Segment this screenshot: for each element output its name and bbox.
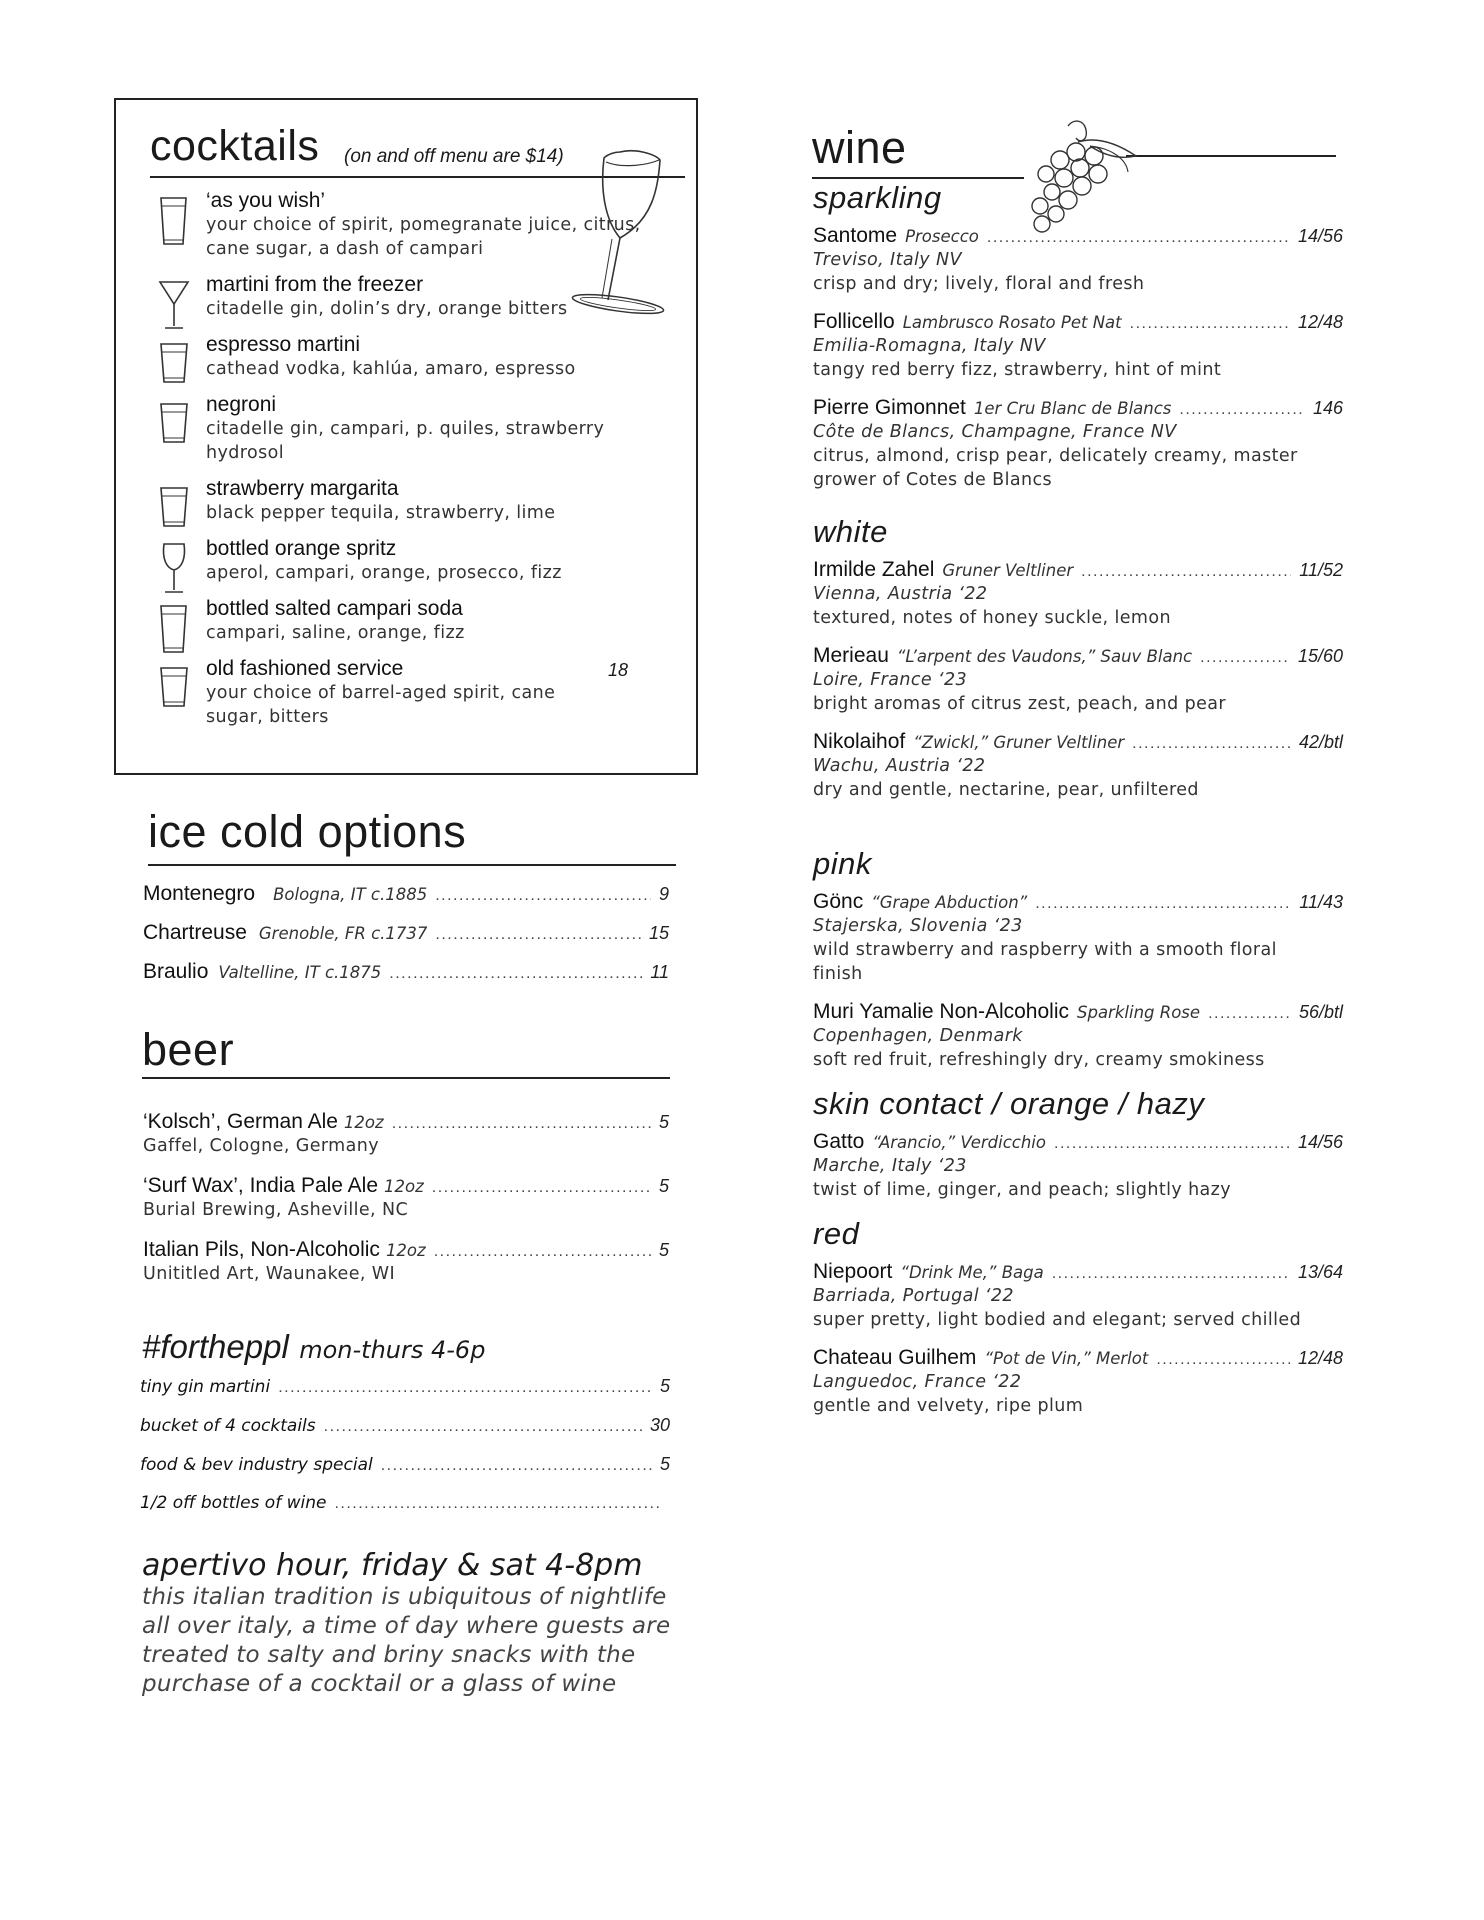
leader-dots	[1156, 1351, 1290, 1369]
leader-dots	[1179, 401, 1305, 419]
wine-price: 13/64	[1297, 1262, 1343, 1282]
wine-notes: dry and gentle, nectarine, pear, unfiltered	[813, 780, 1199, 800]
leader-dots	[392, 1115, 651, 1133]
cocktail-item	[150, 332, 670, 381]
item-price: 15	[648, 923, 669, 943]
aperitivo-line: treated to salty and briny snacks with the	[142, 1642, 636, 1668]
wine-region: Wachu, Austria ‘22	[813, 756, 986, 776]
martini-glass-icon	[156, 276, 192, 334]
leader-dots	[324, 1418, 642, 1436]
item-name: Braulio	[143, 960, 209, 983]
leader-dots	[987, 229, 1290, 247]
cocktail-item	[150, 272, 670, 321]
wine-name: “Drink Me,” Baga	[900, 1263, 1044, 1282]
wine-name: Prosecco	[905, 227, 979, 246]
cocktail-item	[150, 596, 670, 645]
wine-name: 1er Cru Blanc de Blancs	[973, 399, 1172, 418]
wine-title: wine	[812, 122, 907, 173]
rocks-glass-icon	[156, 660, 192, 718]
wine-region: Languedoc, France ‘22	[813, 1372, 1022, 1392]
wine-item	[813, 644, 1343, 716]
cocktail-item	[150, 188, 670, 261]
leader-dots	[1052, 1265, 1290, 1283]
beer-title: beer	[142, 1024, 235, 1075]
wine-notes: soft red fruit, refreshingly dry, creamy smokiness	[813, 1050, 1265, 1070]
wine-price: 11/43	[1299, 892, 1343, 912]
list-item	[143, 1174, 669, 1222]
aperitivo-description	[142, 1583, 722, 1699]
list-item	[140, 1454, 670, 1493]
item-name: food & bev industry special	[140, 1455, 373, 1475]
beer-row	[143, 1110, 669, 1134]
list-item	[143, 921, 669, 960]
item-name: Chartreuse	[143, 921, 247, 944]
wine-name: “Grape Abduction”	[871, 893, 1028, 912]
rocks-glass-icon	[156, 396, 192, 454]
wine-name: “Pot de Vin,” Merlot	[984, 1349, 1149, 1368]
wine-section-title: sparkling	[813, 180, 942, 215]
wine-row	[813, 1346, 1343, 1370]
leader-dots	[1035, 895, 1291, 913]
rocks-glass-icon	[156, 336, 192, 394]
wine-price: 12/48	[1297, 1348, 1343, 1368]
wine-rule-right	[1126, 155, 1336, 157]
wine-producer: Nikolaihof	[813, 730, 906, 753]
item-price: 5	[658, 1176, 669, 1196]
wine-notes: gentle and velvety, ripe plum	[813, 1396, 1084, 1416]
wine-region: Stajerska, Slovenia ‘23	[813, 916, 1023, 936]
cocktail-description: your choice of barrel-aged spirit, cane sugar, bitters	[206, 683, 556, 727]
wine-price: 11/52	[1299, 560, 1343, 580]
happy-hour-list	[140, 1376, 670, 1532]
leader-dots	[1132, 735, 1291, 753]
cocktail-item	[150, 392, 670, 465]
wine-name: Lambrusco Rosato Pet Nat	[902, 313, 1122, 332]
beer-row	[143, 1238, 669, 1262]
wine-item	[813, 1000, 1343, 1072]
wine-notes: textured, notes of honey suckle, lemon	[813, 608, 1171, 628]
leader-dots	[435, 887, 651, 905]
cocktails-list	[150, 188, 670, 740]
leader-dots	[1081, 563, 1291, 581]
wine-row	[813, 1000, 1343, 1024]
item-price: 5	[658, 1240, 669, 1260]
wine-region: Marche, Italy ‘23	[813, 1156, 967, 1176]
wine-notes: super pretty, light bodied and elegant; served chilled	[813, 1310, 1302, 1330]
wine-producer: Follicello	[813, 310, 895, 333]
list-item	[140, 1376, 670, 1415]
wine-region: Treviso, Italy NV	[813, 250, 962, 270]
wine-row	[813, 890, 1343, 914]
cocktail-name: martini from the freezer	[206, 273, 424, 296]
wine-region: Vienna, Austria ‘22	[813, 584, 988, 604]
wine-section-title: pink	[813, 846, 872, 881]
wine-producer: Gönc	[813, 890, 864, 913]
happy-hour-header	[142, 1328, 485, 1366]
wine-row	[813, 1260, 1343, 1284]
highball-glass-icon	[156, 192, 192, 250]
wine-section-title: red	[813, 1216, 860, 1251]
wine-notes: wild strawberry and raspberry with a smooth floral finish	[813, 940, 1277, 984]
wine-row	[813, 396, 1343, 420]
wine-row	[813, 310, 1343, 334]
wine-name: “Zwickl,” Gruner Veltliner	[913, 733, 1125, 752]
wine-name: Sparkling Rose	[1077, 1003, 1201, 1022]
list-item	[143, 1110, 669, 1158]
wine-row	[813, 224, 1343, 248]
cocktail-description: citadelle gin, dolin’s dry, orange bitters	[206, 299, 568, 319]
item-name: tiny gin martini	[140, 1377, 271, 1397]
wine-producer: Santome	[813, 224, 898, 247]
leader-dots	[278, 1379, 652, 1397]
wine-row	[813, 1130, 1343, 1154]
wine-price: 56/btl	[1298, 1002, 1343, 1022]
cocktail-name: ‘as you wish’	[206, 189, 326, 212]
item-price: 11	[650, 962, 669, 982]
leader-dots	[1200, 649, 1290, 667]
wine-price: 42/btl	[1298, 732, 1343, 752]
wine-item	[813, 730, 1343, 802]
cocktail-item	[150, 476, 670, 525]
leader-dots	[1054, 1135, 1290, 1153]
wine-producer: Chateau Guilhem	[813, 1346, 977, 1369]
cocktail-name: espresso martini	[206, 333, 361, 356]
item-price: 5	[659, 1454, 670, 1474]
happy-hour-title: #fortheppl	[142, 1328, 289, 1365]
wine-price: 12/48	[1297, 312, 1343, 332]
aperitivo-section	[142, 1548, 722, 1699]
leader-dots	[435, 926, 641, 944]
item-origin: Bologna, IT c.1885	[273, 885, 428, 904]
wine-notes: tangy red berry fizz, strawberry, hint of mint	[813, 360, 1222, 380]
wine-producer: Muri Yamalie Non-Alcoholic	[813, 1000, 1069, 1023]
wine-producer: Pierre Gimonnet	[813, 396, 966, 419]
beer-rule	[142, 1077, 670, 1079]
beer-row	[143, 1174, 669, 1198]
wine-notes: twist of lime, ginger, and peach; slightly hazy	[813, 1180, 1232, 1200]
wine-item	[813, 1346, 1343, 1418]
leader-dots	[334, 1495, 662, 1513]
wine-item	[813, 396, 1343, 492]
wine-producer: Irmilde Zahel	[813, 558, 935, 581]
wine-region: Copenhagen, Denmark	[813, 1026, 1023, 1046]
wine-item	[813, 1260, 1343, 1332]
cocktails-title: cocktails	[150, 122, 320, 170]
wine-section-title: white	[813, 514, 888, 549]
wine-glass-icon	[156, 540, 192, 598]
leader-dots	[389, 965, 642, 983]
wine-section-title: skin contact / orange / hazy	[813, 1086, 1205, 1121]
wine-region: Barriada, Portugal ‘22	[813, 1286, 1014, 1306]
item-name: ‘Kolsch’, German Ale	[143, 1110, 338, 1133]
item-name: ‘Surf Wax’, India Pale Ale	[143, 1174, 378, 1197]
wine-row	[813, 730, 1343, 754]
list-item	[143, 1238, 669, 1286]
list-item	[140, 1493, 670, 1532]
cocktail-name: old fashioned service	[206, 657, 404, 680]
wine-region: Côte de Blancs, Champagne, France NV	[813, 422, 1177, 442]
wine-row	[813, 644, 1343, 668]
item-price: 30	[649, 1415, 670, 1435]
wine-notes: crisp and dry; lively, floral and fresh	[813, 274, 1145, 294]
wine-notes: citrus, almond, crisp pear, delicately creamy, master grower of Cotes de Blancs	[813, 446, 1298, 490]
wine-name: Gruner Veltliner	[942, 561, 1074, 580]
cocktail-description: aperol, campari, orange, prosecco, fizz	[206, 563, 562, 583]
cocktail-description: black pepper tequila, strawberry, lime	[206, 503, 556, 523]
item-name: Italian Pils, Non-Alcoholic	[143, 1238, 380, 1261]
item-price: 5	[658, 1112, 669, 1132]
cocktails-price-note: (on and off menu are $14)	[344, 146, 564, 167]
item-name: Montenegro	[143, 882, 256, 905]
wine-notes: bright aromas of citrus zest, peach, and pear	[813, 694, 1226, 714]
cocktail-item	[150, 656, 670, 729]
cocktail-item	[150, 536, 670, 585]
wine-producer: Gatto	[813, 1130, 865, 1153]
item-brewer: Unititled Art, Waunakee, WI	[143, 1264, 396, 1284]
leader-dots	[1208, 1005, 1291, 1023]
item-origin: Valtelline, IT c.1875	[218, 963, 382, 982]
happy-hour-hours: mon-thurs 4-6p	[299, 1336, 486, 1364]
wine-price: 14/56	[1297, 226, 1343, 246]
wine-region: Emilia-Romagna, Italy NV	[813, 336, 1046, 356]
wine-price: 146	[1312, 398, 1343, 418]
cocktail-price: 18	[607, 660, 628, 680]
wine-producer: Merieau	[813, 644, 889, 667]
cocktail-description: citadelle gin, campari, p. quiles, strawberry hydrosol	[206, 419, 605, 463]
ice-cold-list	[143, 882, 669, 999]
cocktail-description: campari, saline, orange, fizz	[206, 623, 465, 643]
aperitivo-title: apertivo hour, friday & sat 4-8pm	[142, 1548, 643, 1583]
item-price: 5	[659, 1376, 670, 1396]
wine-row	[813, 558, 1343, 582]
item-size: 12oz	[385, 1241, 426, 1260]
item-origin: Grenoble, FR c.1737	[258, 924, 428, 943]
cocktail-description: your choice of spirit, pomegranate juice, citrus, cane sugar, a dash of campari	[206, 215, 641, 259]
ice-cold-title: ice cold options	[148, 806, 467, 857]
wine-item	[813, 224, 1343, 296]
rocks-glass-icon	[156, 480, 192, 538]
wine-item	[813, 890, 1343, 986]
leader-dots	[381, 1457, 652, 1475]
highball-glass-icon	[156, 600, 192, 658]
ice-cold-rule	[148, 864, 676, 866]
wine-item	[813, 1130, 1343, 1202]
list-item	[143, 960, 669, 999]
item-brewer: Burial Brewing, Asheville, NC	[143, 1200, 409, 1220]
item-brewer: Gaffel, Cologne, Germany	[143, 1136, 379, 1156]
beer-list	[143, 1110, 669, 1286]
leader-dots	[432, 1179, 651, 1197]
list-item	[143, 882, 669, 921]
item-price: 9	[658, 884, 669, 904]
aperitivo-line: this italian tradition is ubiquitous of nightlife	[142, 1584, 667, 1610]
aperitivo-line: all over italy, a time of day where guests are	[142, 1613, 671, 1639]
item-name: bucket of 4 cocktails	[140, 1416, 316, 1436]
aperitivo-line: purchase of a cocktail or a glass of wine	[142, 1671, 617, 1697]
list-item	[140, 1415, 670, 1454]
wine-list	[813, 180, 1343, 1432]
cocktail-name: bottled salted campari soda	[206, 597, 463, 620]
wine-producer: Niepoort	[813, 1260, 893, 1283]
wine-name: “L’arpent des Vaudons,” Sauv Blanc	[896, 647, 1193, 666]
item-name: 1/2 off bottles of wine	[140, 1493, 327, 1513]
cocktail-name: strawberry margarita	[206, 477, 399, 500]
wine-price: 15/60	[1297, 646, 1343, 666]
wine-price: 14/56	[1297, 1132, 1343, 1152]
item-size: 12oz	[384, 1177, 424, 1196]
leader-dots	[1130, 315, 1290, 333]
wine-item	[813, 558, 1343, 630]
leader-dots	[434, 1243, 651, 1261]
wine-region: Loire, France ‘23	[813, 670, 968, 690]
wine-rule-left	[812, 177, 1024, 179]
cocktail-description: cathead vodka, kahlúa, amaro, espresso	[206, 359, 576, 379]
item-size: 12oz	[343, 1113, 384, 1132]
cocktail-name: bottled orange spritz	[206, 537, 397, 560]
wine-name: “Arancio,” Verdicchio	[872, 1133, 1046, 1152]
wine-item	[813, 310, 1343, 382]
cocktail-name: negroni	[206, 393, 277, 416]
